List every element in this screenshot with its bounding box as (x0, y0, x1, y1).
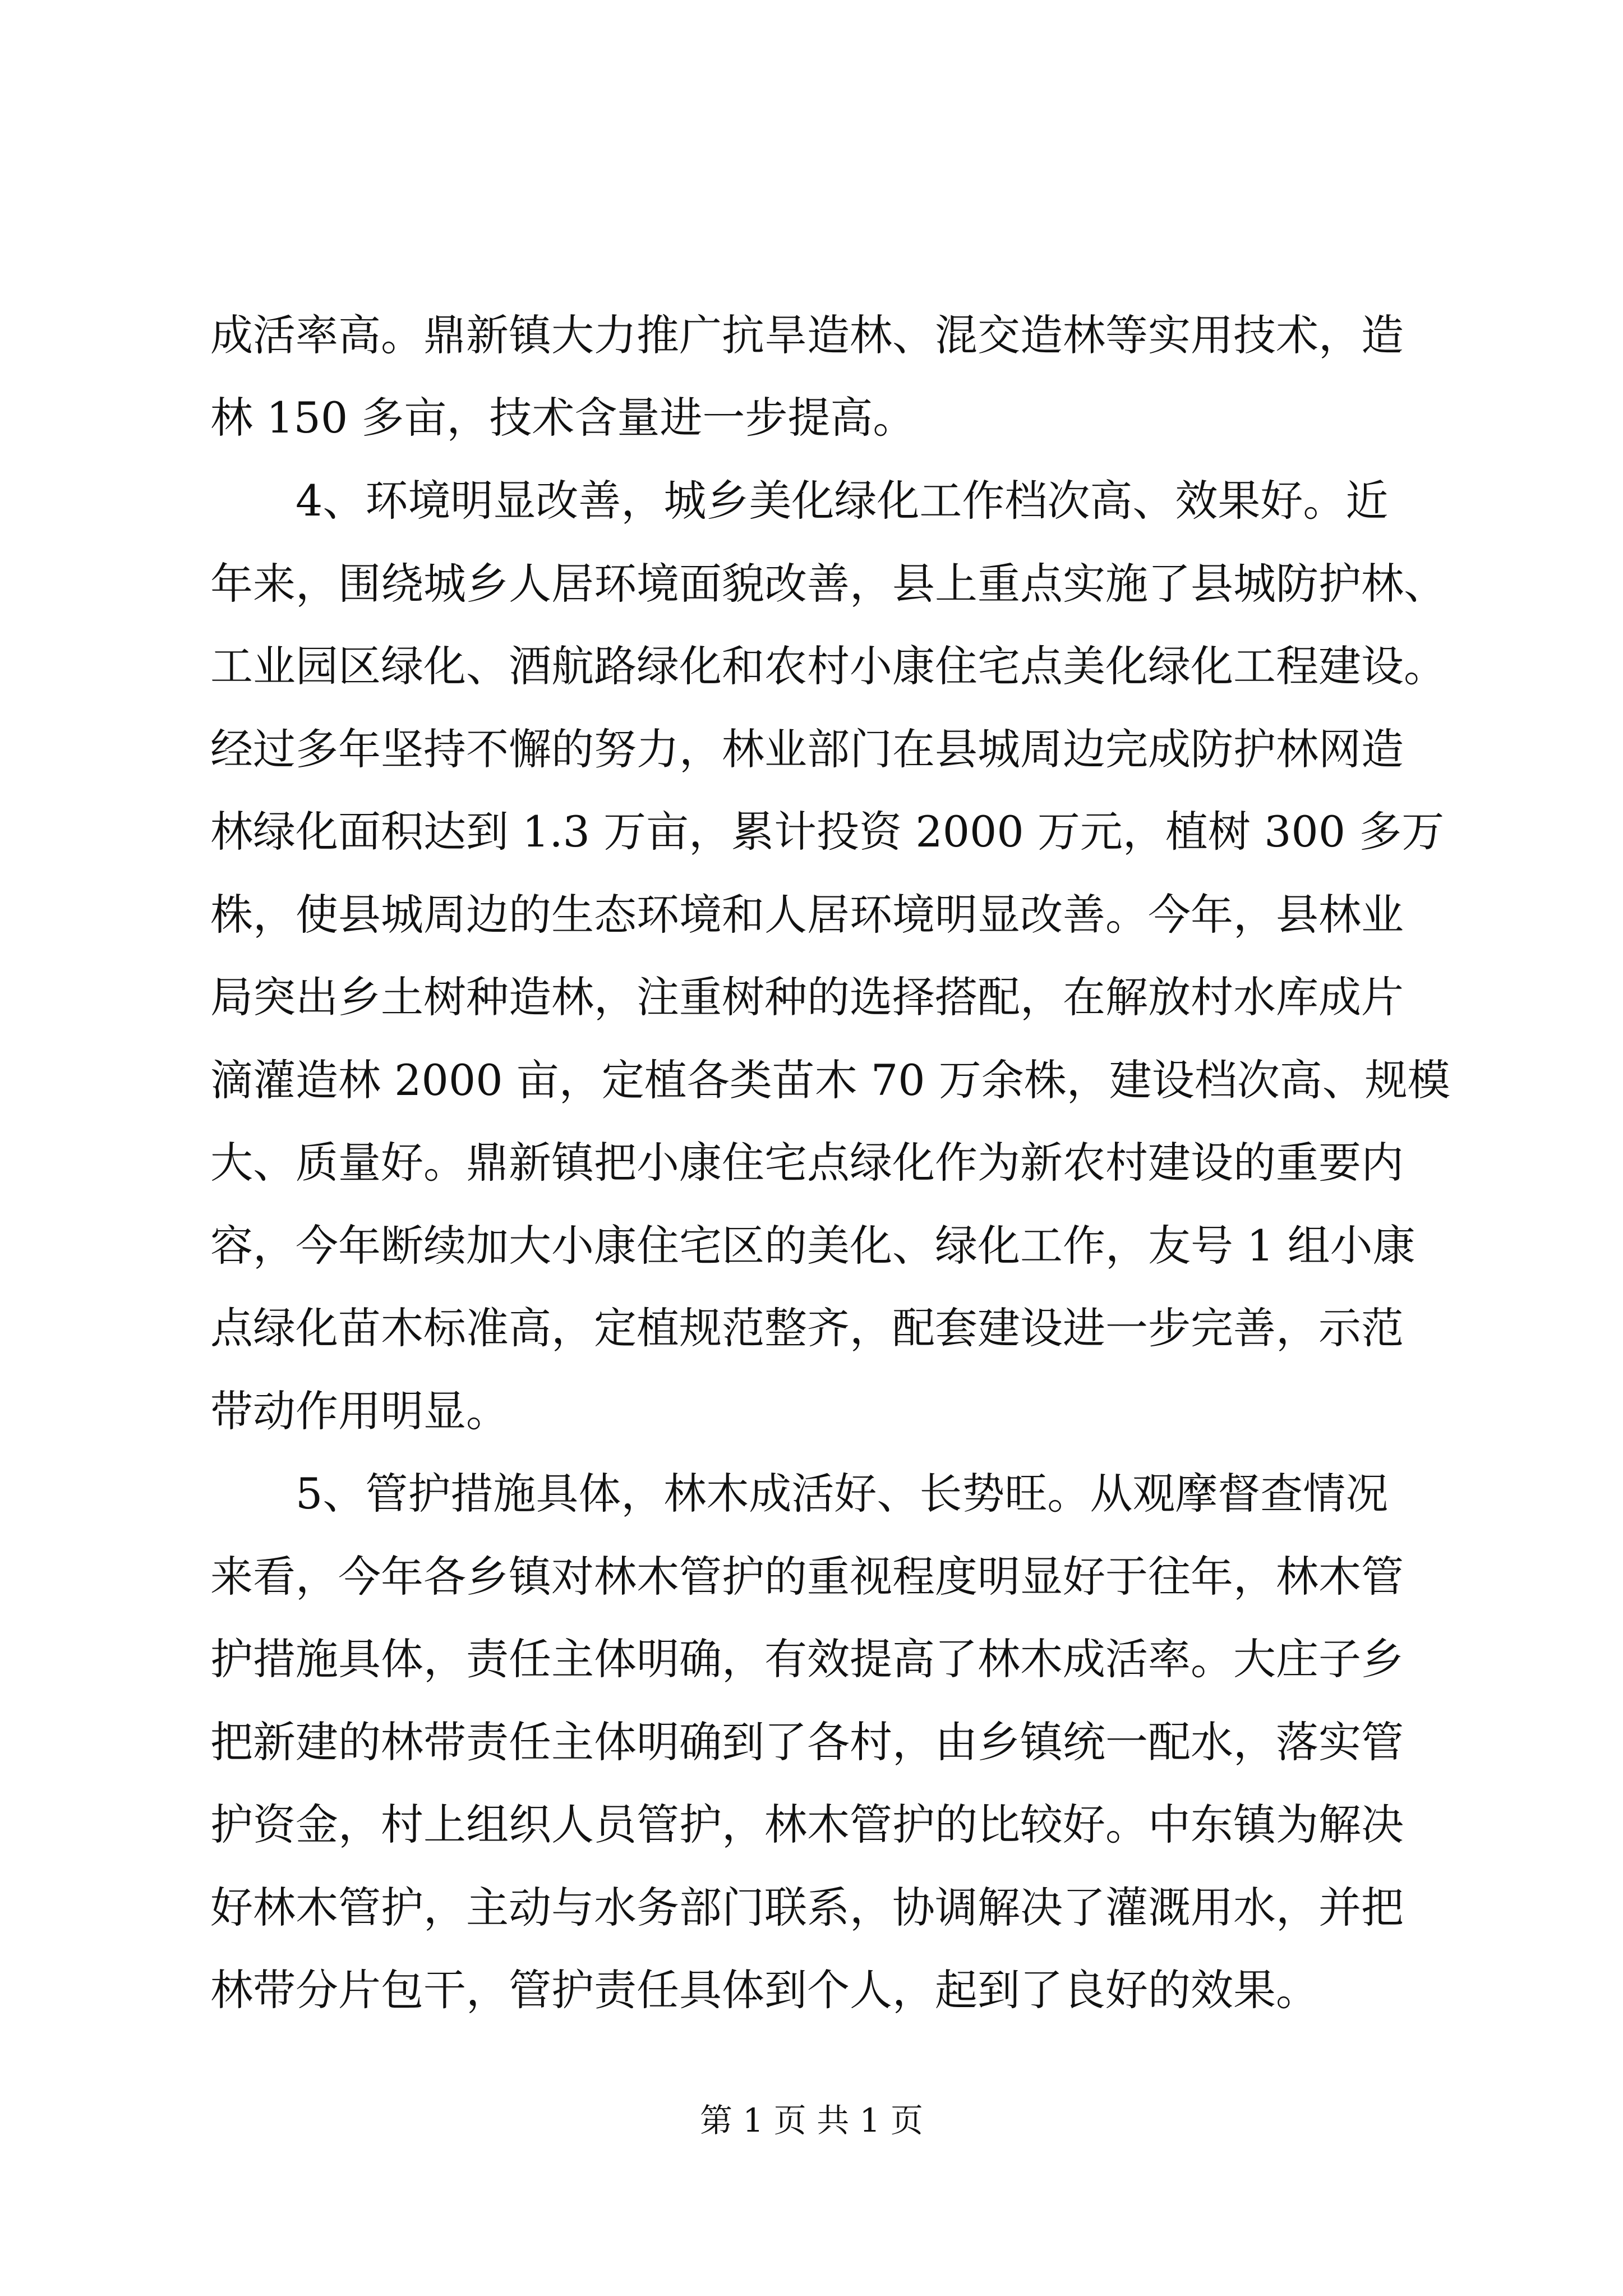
text-line: 林绿化面积达到 1.3 万亩，累计投资 2000 万元，植树 300 多万 (210, 807, 1445, 857)
text-line: 带动作用明显。 (210, 1386, 509, 1436)
text-line: 局突出乡土树种造林，注重树种的选择搭配，在解放村水库成片 (210, 972, 1404, 1022)
text-line: 年来，围绕城乡人居环境面貌改善，县上重点实施了县城防护林、 (210, 559, 1446, 609)
text-line: 点绿化苗木标准高，定植规范整齐，配套建设进一步完善，示范 (210, 1303, 1404, 1353)
text-line: 把新建的林带责任主体明确到了各村，由乡镇统一配水，落实管 (210, 1717, 1404, 1767)
text-line: 容，今年断续加大小康住宅区的美化、绿化工作，友号 1 组小康 (210, 1221, 1415, 1271)
text-line: 来看，今年各乡镇对林木管护的重视程度明显好于往年，林木管 (210, 1552, 1404, 1602)
paragraph-5-first-line: 5、管护措施具体，林木成活好、长势旺。从观摩督查情况 (296, 1469, 1389, 1519)
paragraph-4-first-line: 4、环境明显改善，城乡美化绿化工作档次高、效果好。近 (296, 476, 1389, 526)
text-line: 林 150 多亩，技术含量进一步提高。 (210, 393, 916, 443)
text-line: 林带分片包干，管护责任具体到个人，起到了良好的效果。 (210, 1965, 1318, 2015)
text-line: 经过多年坚持不懈的努力，林业部门在县城周边完成防护林网造 (210, 724, 1404, 774)
text-line: 滴灌造林 2000 亩，定植各类苗木 70 万余株，建设档次高、规模 (210, 1055, 1450, 1105)
text-line: 大、质量好。鼎新镇把小康住宅点绿化作为新农村建设的重要内 (210, 1138, 1404, 1188)
page-number-footer: 第 1 页 共 1 页 (700, 2101, 923, 2139)
text-line: 好林木管护，主动与水务部门联系，协调解决了灌溉用水，并把 (210, 1883, 1404, 1932)
text-line: 护措施具体，责任主体明确，有效提高了林木成活率。大庄子乡 (210, 1634, 1404, 1684)
text-line: 护资金，村上组织人员管护，林木管护的比较好。中东镇为解决 (210, 1800, 1404, 1849)
text-line: 成活率高。鼎新镇大力推广抗旱造林、混交造林等实用技术，造 (210, 310, 1404, 360)
text-line: 工业园区绿化、酒航路绿化和农村小康住宅点美化绿化工程建设。 (210, 641, 1446, 691)
text-line: 株，使县城周边的生态环境和人居环境明显改善。今年，县林业 (210, 890, 1404, 940)
